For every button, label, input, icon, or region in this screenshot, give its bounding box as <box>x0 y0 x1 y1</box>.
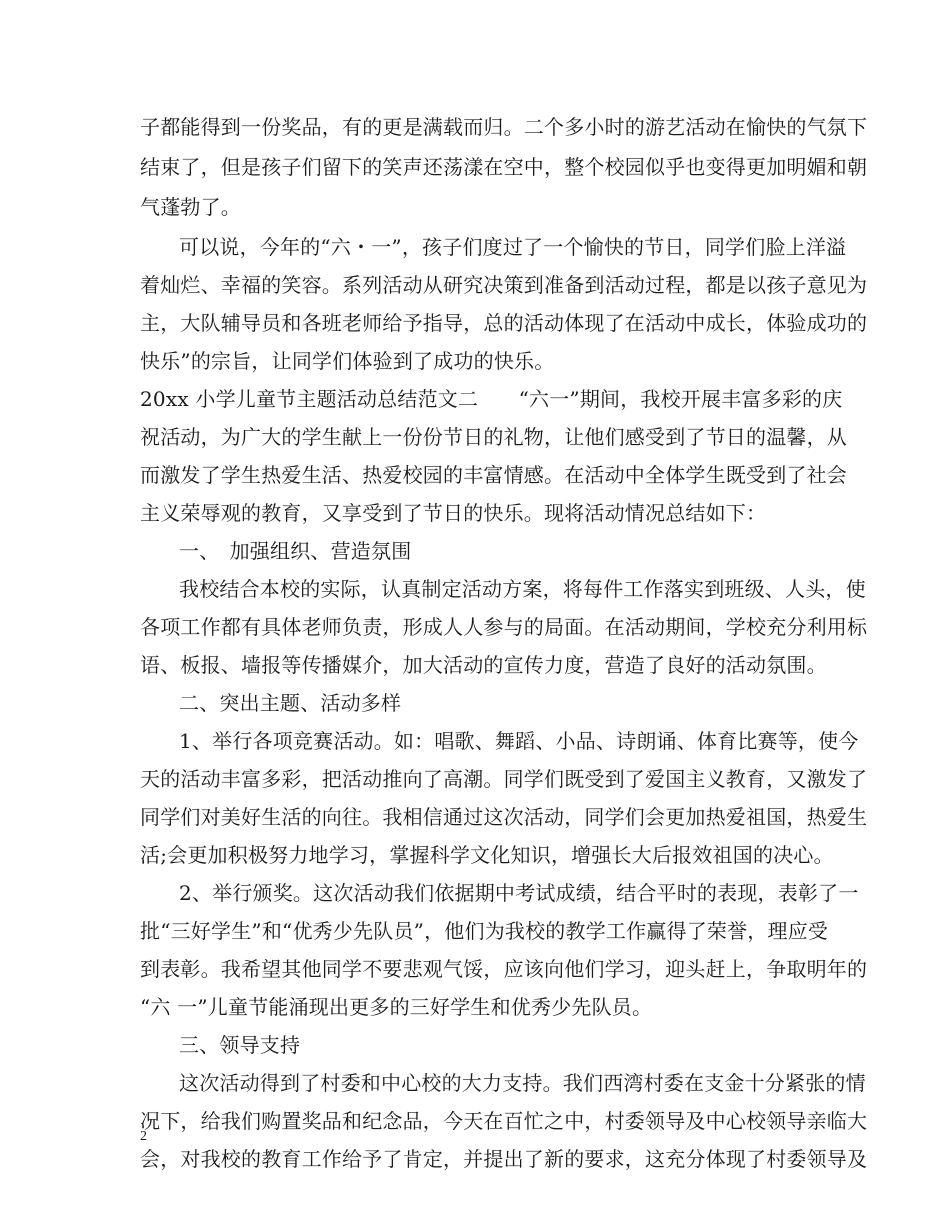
text-line: 我校结合本校的实际，认真制定活动方案，将每件工作落实到班级、人头，使 <box>179 577 866 601</box>
text-line: 20xx 小学儿童节主题活动总结范文二 “六一”期间，我校开展丰富多彩的庆 <box>140 387 843 411</box>
text-line: 天的活动丰富多彩，把活动推向了高潮。同学们既受到了爱国主义教育，又激发了 <box>140 767 868 791</box>
text-line: 子都能得到一份奖品，有的更是满载而归。二个多小时的游艺活动在愉快的气氛下 <box>140 115 868 139</box>
text-line: 这次活动得到了村委和中心校的大力支持。我们西湾村委在支金十分紧张的情 <box>179 1071 866 1095</box>
text-line: 语、板报、墙报等传播媒介，加大活动的宣传力度，营造了良好的活动氛围。 <box>140 653 827 677</box>
section-heading: 二、突出主题、活动多样 <box>179 691 402 715</box>
text-line: 而激发了学生热爱生活、热爱校园的丰富情感。在活动中全体学生既受到了社会 <box>140 463 847 487</box>
text-line: 主义荣辱观的教育，又享受到了节日的快乐。现将活动情况总结如下： <box>140 501 767 525</box>
text-line: 气蓬勃了。 <box>140 195 241 219</box>
text-line: 活;会更加积极努力地学习，掌握科学文化知识，增强长大后报效祖国的决心。 <box>140 843 834 867</box>
text-line: 同学们对美好生活的向往。我相信通过这次活动，同学们会更加热爱祖国，热爱生 <box>140 805 868 829</box>
text-line: 主，大队辅导员和各班老师给予指导，总的活动体现了在活动中成长，体验成功的 <box>140 311 868 335</box>
page-number: 2 <box>140 1129 147 1144</box>
text-line: 结束了，但是孩子们留下的笑声还荡漾在空中，整个校园似乎也变得更加明媚和朝 <box>140 155 868 179</box>
text-line: 各项工作都有具体老师负责，形成人人参与的局面。在活动期间，学校充分利用标 <box>140 615 868 639</box>
text-line: 1、举行各项竞赛活动。如：唱歌、舞蹈、小品、诗朗诵、体育比赛等，使今 <box>179 729 859 753</box>
text-line: 会，对我校的教育工作给予了肯定，并提出了新的要求，这充分体现了村委领导及 <box>140 1147 868 1171</box>
text-line: 快乐”的宗旨，让同学们体验到了成功的快乐。 <box>140 349 555 373</box>
section-heading: 三、领导支持 <box>179 1033 301 1057</box>
text-line: 2、举行颁奖。这次活动我们依据期中考试成绩，结合平时的表现，表彰了一 <box>179 881 859 905</box>
text-line: 况下，给我们购置奖品和纪念品，今天在百忙之中，村委领导及中心校领导亲临大 <box>140 1109 868 1133</box>
text-line: 批“三好学生”和“优秀少先队员”，他们为我校的教学工作赢得了荣誉，理应受 <box>140 919 829 943</box>
text-line: 可以说，今年的“六・一”，孩子们度过了一个愉快的节日，同学们脸上洋溢 <box>179 235 847 259</box>
text-line: 到表彰。我希望其他同学不要悲观气馁，应该向他们学习，迎头赶上，争取明年的 <box>140 957 868 981</box>
section-heading: 一、 加强组织、营造氛围 <box>179 539 412 563</box>
text-line: 着灿烂、幸福的笑容。系列活动从研究决策到准备到活动过程，都是以孩子意见为 <box>140 273 868 297</box>
text-line: “六 一”儿童节能涌现出更多的三好学生和优秀少先队员。 <box>140 995 653 1019</box>
text-line: 祝活动，为广大的学生献上一份份节日的礼物，让他们感受到了节日的温馨，从 <box>140 425 847 449</box>
